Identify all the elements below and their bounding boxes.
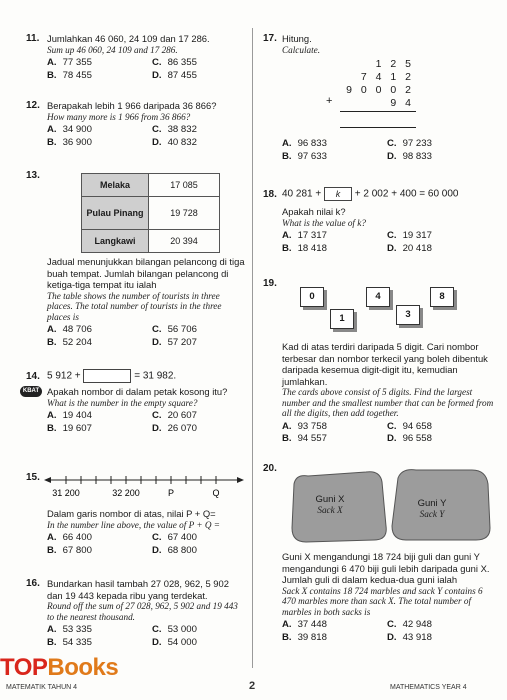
q14-text-ms: Apakah nombor di dalam petak kosong itu? <box>47 386 228 397</box>
k-box[interactable]: k <box>324 187 352 201</box>
q13-block <box>47 256 247 348</box>
q12-option-c[interactable]: C. 38 832 <box>152 124 197 135</box>
q19-option-b[interactable]: B. 94 557 <box>282 433 327 444</box>
q20-text-ms: Guni X mengandungi 18 724 biji guli dan guni Y mengandungi 6 470 biji guli lebih daripada guni X. Jumlah guli di dalam kedua-dua guni ialah <box>282 551 490 585</box>
q12-options <box>47 124 247 148</box>
q14-option-a[interactable]: A. 19 404 <box>47 410 92 421</box>
q20-option-a[interactable]: A. 37 448 <box>282 619 327 630</box>
q11-text-en: Sum up 46 060, 24 109 and 17 286. <box>47 44 178 55</box>
q15-text-ms: Dalam garis nombor di atas, nilai P + Q= <box>47 508 216 519</box>
q19-text-en: The cards above consist of 5 digits. Find the largest number and the smallest number that can be formed from all the digits, then add together. <box>282 387 494 418</box>
q17-option-c[interactable]: C. 97 233 <box>387 138 432 149</box>
q17-text-en: Calculate. <box>282 44 321 55</box>
q17-options <box>282 138 492 162</box>
q14-option-d[interactable]: D. 26 070 <box>152 422 197 434</box>
plus-sign: + <box>326 95 333 107</box>
footer-right: MATHEMATICS YEAR 4 <box>390 684 467 691</box>
q11-number: 11. <box>26 33 40 44</box>
digit-card-8: 8 <box>430 287 454 307</box>
digit-card-3: 3 <box>396 305 420 325</box>
q18-number: 18. <box>263 189 277 200</box>
sum-line-top <box>340 111 416 112</box>
q18-text-en: What is the value of k? <box>282 217 366 228</box>
q16-option-d[interactable]: D. 54 000 <box>152 636 197 648</box>
q13-text-en: The table shows the number of tourists in three places. The total number of tourists in the three places is <box>47 290 222 322</box>
q12-block <box>47 100 247 148</box>
q13-option-a[interactable]: A. 48 706 <box>47 324 92 335</box>
tick-label-q: Q <box>212 488 220 498</box>
q14-block <box>47 369 247 434</box>
q12-option-d[interactable]: D. 40 832 <box>152 136 197 148</box>
table-row <box>82 197 220 230</box>
q11-option-a[interactable]: A. 77 355 <box>47 57 92 68</box>
table-cell-value: 17 085 <box>149 174 220 197</box>
table-cell-value: 20 394 <box>149 230 220 253</box>
q14-option-c[interactable]: C. 20 607 <box>152 410 197 421</box>
table-row <box>82 174 220 197</box>
q15-option-a[interactable]: A. 66 400 <box>47 532 92 543</box>
q15-option-d[interactable]: D. 68 800 <box>152 544 197 556</box>
empty-answer-box[interactable] <box>83 369 131 383</box>
q12-option-b[interactable]: B. 36 900 <box>47 136 92 148</box>
q12-option-a[interactable]: A. 34 900 <box>47 124 92 135</box>
q17-number: 17. <box>263 33 277 44</box>
digit-card-0: 0 <box>300 287 324 307</box>
footer-left: MATEMATIK TAHUN 4 <box>6 684 78 691</box>
tick-label-p: P <box>167 488 175 498</box>
q19-option-c[interactable]: C. 94 658 <box>387 420 432 432</box>
tick-label-31200: 31 200 <box>52 488 80 498</box>
tourist-table <box>81 173 220 253</box>
table-cell-value: 19 728 <box>149 197 220 230</box>
q13-option-b[interactable]: B. 52 204 <box>47 336 92 348</box>
q20-option-b[interactable]: B. 39 818 <box>282 631 327 643</box>
q16-option-c[interactable]: C. 53 000 <box>152 624 197 635</box>
table-row <box>82 230 220 253</box>
q14-options <box>47 410 247 434</box>
q19-options <box>282 421 497 445</box>
q15-text-en: In the number line above, the value of P + Q = <box>47 519 220 530</box>
q11-block <box>47 33 247 81</box>
page-number: 2 <box>249 680 256 692</box>
addend-row: 1 2 5 <box>375 58 414 70</box>
q18-equation: 40 281 + k + 2 002 + 400 = 60 000 <box>282 188 459 200</box>
addend-row: 9 0 0 0 2 <box>346 84 414 96</box>
q17-option-a[interactable]: A. 96 833 <box>282 138 327 149</box>
q14-text-en: What is the number in the empty square? <box>47 397 198 408</box>
q13-options <box>47 324 247 348</box>
q18-block <box>282 187 497 254</box>
digit-card-1: 1 <box>330 309 354 329</box>
kbat-badge: KBAT <box>20 386 42 397</box>
sack-x-label: Guni X Sack X <box>315 494 345 515</box>
q17-block <box>282 33 482 55</box>
q11-option-b[interactable]: B. 78 455 <box>47 69 92 81</box>
q11-option-c[interactable]: C. 86 355 <box>152 57 197 68</box>
q14-option-b[interactable]: B. 19 607 <box>47 422 92 434</box>
table-cell-place: Melaka <box>82 174 149 197</box>
q16-option-b[interactable]: B. 54 335 <box>47 636 92 648</box>
q18-option-a[interactable]: A. 17 317 <box>282 230 327 241</box>
q20-text-en: Sack X contains 18 724 marbles and sack Y contains 6 470 marbles more than sack X. The total number of marbles in both sacks is <box>282 585 483 617</box>
tick-label-32200: 32 200 <box>112 488 140 498</box>
q11-text-ms: Jumlahkan 46 060, 24 109 dan 17 286. <box>47 33 210 44</box>
q20-options <box>282 619 497 643</box>
q17-option-b[interactable]: B. 97 633 <box>282 150 327 162</box>
q19-text-ms: Kad di atas terdiri daripada 5 digit. Cari nombor terbesar dan nombor terkecil yang boleh dibentuk daripada kesemua digit-digit itu, kemudian jumlahkan. <box>282 341 488 387</box>
q18-options <box>282 230 497 254</box>
q18-option-b[interactable]: B. 18 418 <box>282 242 327 254</box>
q14-equation: 5 912 + = 31 982. <box>47 370 177 382</box>
q13-text-ms: Jadual menunjukkan bilangan pelancong di tiga buah tempat. Jumlah bilangan pelancong di ketiga-tiga tempat itu ialah <box>47 256 245 290</box>
q16-text-ms: Bundarkan hasil tambah 27 028, 962, 5 902 dan 19 443 kepada ribu yang terdekat. <box>47 578 229 601</box>
table-cell-place: Pulau Pinang <box>82 197 149 230</box>
q19-number: 19. <box>263 278 277 289</box>
q20-number: 20. <box>263 463 277 474</box>
q20-option-d[interactable]: D. 43 918 <box>387 631 432 643</box>
q12-text-ms: Berapakah lebih 1 966 daripada 36 866? <box>47 100 217 111</box>
q15-number: 15. <box>26 472 40 483</box>
q11-options <box>47 57 247 81</box>
q15-option-c[interactable]: C. 67 400 <box>152 532 197 543</box>
q19-option-d[interactable]: D. 96 558 <box>387 433 432 444</box>
q13-number: 13. <box>26 170 40 181</box>
addend-row: 7 4 1 2 <box>360 71 414 83</box>
q18-option-d[interactable]: D. 20 418 <box>387 242 432 254</box>
q20-option-c[interactable]: C. 42 948 <box>387 619 432 630</box>
number-line <box>44 470 244 502</box>
q17-options-wrap <box>282 136 492 162</box>
q12-number: 12. <box>26 100 40 111</box>
digit-card-4: 4 <box>366 287 390 307</box>
q19-block <box>282 341 497 445</box>
table-cell-place: Langkawi <box>82 230 149 253</box>
q14-number: 14. <box>26 371 40 382</box>
q16-option-a[interactable]: A. 53 335 <box>47 624 92 635</box>
q18-option-c[interactable]: C. 19 317 <box>387 230 432 241</box>
q12-text-en: How many more is 1 966 from 36 866? <box>47 111 191 122</box>
q15-option-b[interactable]: B. 67 800 <box>47 544 92 556</box>
q16-block <box>47 578 247 648</box>
q16-number: 16. <box>26 578 40 589</box>
q16-text-en: Round off the sum of 27 028, 962, 5 902 and 19 443 to the nearest thousand. <box>47 601 238 622</box>
q13-option-d[interactable]: D. 57 207 <box>152 336 197 348</box>
q11-option-d[interactable]: D. 87 455 <box>152 69 197 81</box>
q15-block <box>47 508 247 556</box>
addend-row: 9 4 <box>390 97 414 109</box>
q17-text-ms: Hitung. <box>282 33 312 44</box>
q16-options <box>47 624 247 648</box>
q17-option-d[interactable]: D. 98 833 <box>387 150 432 162</box>
q19-option-a[interactable]: A. 93 758 <box>282 420 327 432</box>
q15-options <box>47 532 247 556</box>
q18-text-ms: Apakah nilai k? <box>282 206 346 217</box>
sack-y-label: Guni Y Sack Y <box>417 498 447 519</box>
topbooks-watermark: TOPBooks <box>0 654 119 681</box>
sum-line-bottom <box>340 127 416 128</box>
q13-option-c[interactable]: C. 56 706 <box>152 324 197 335</box>
q20-block <box>282 551 497 643</box>
